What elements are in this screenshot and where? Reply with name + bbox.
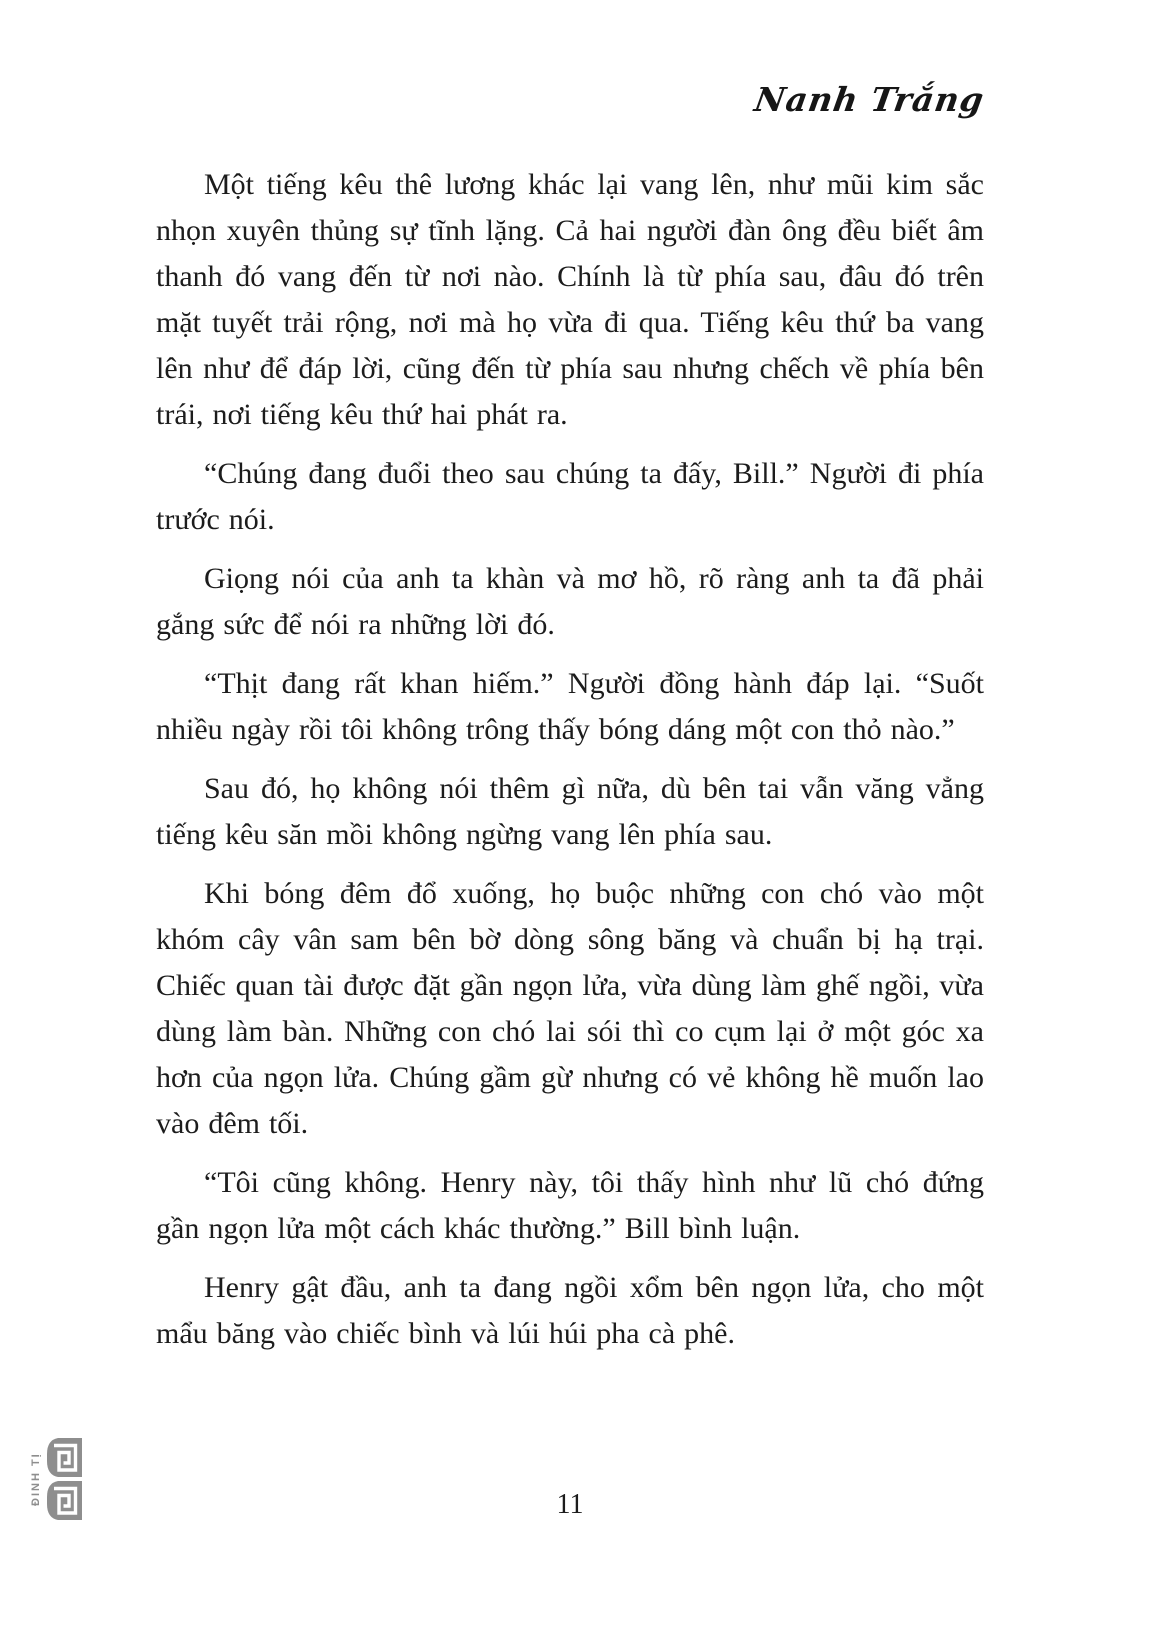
body-text — [156, 162, 984, 1370]
paragraph-2: “Chúng đang đuổi theo sau chúng ta đấy, Bill.” Người đi phía trước nói. — [156, 457, 984, 536]
running-head-title: Nanh Trắng — [751, 80, 988, 119]
paragraph-5: Sau đó, họ không nói thêm gì nữa, dù bên tai vẫn văng vẳng tiếng kêu săn mồi không ngừng vang lên phía sau. — [156, 772, 984, 851]
paragraph-3: Giọng nói của anh ta khàn và mơ hồ, rõ ràng anh ta đã phải gắng sức để nói ra những lời đó. — [156, 562, 984, 641]
page-number: 11 — [556, 1489, 584, 1520]
paragraph-4: “Thịt đang rất khan hiếm.” Người đồng hành đáp lại. “Suốt nhiều ngày rồi tôi không trông thấy bóng dáng một con thỏ nào.” — [156, 667, 984, 746]
paragraph-7: “Tôi cũng không. Henry này, tôi thấy hình như lũ chó đứng gần ngọn lửa một cách khác thường.” Bill bình luận. — [156, 1166, 984, 1245]
paragraph-1: Một tiếng kêu thê lương khác lại vang lên, như mũi kim sắc nhọn xuyên thủng sự tĩnh lặng. Cả hai người đàn ông đều biết âm thanh đó vang đến từ nơi nào. Chính là từ phía sau, đâu đó trên mặt tuyết trải rộng, nơi mà họ vừa đi qua. Tiếng kêu thứ ba vang lên như để đáp lời, cũng đến từ phía sau nhưng chếch về phía bên trái, nơi tiếng kêu thứ hai phát ra. — [156, 168, 984, 431]
publisher-logo-icon — [46, 1437, 86, 1521]
paragraph-6: Khi bóng đêm đổ xuống, họ buộc những con chó vào một khóm cây vân sam bên bờ dòng sông băng và chuẩn bị hạ trại. Chiếc quan tài được đặt gần ngọn lửa, vừa dùng làm ghế ngồi, vừa dùng làm bàn. Những con chó lai sói thì co cụm lại ở một góc xa hơn của ngọn lửa. Chúng gầm gừ nhưng có vẻ không hề muốn lao vào đêm tối. — [156, 877, 984, 1140]
publisher-logo-text: ĐINH TỊ — [30, 1452, 42, 1506]
publisher-logo — [30, 1436, 86, 1522]
paragraph-8: Henry gật đầu, anh ta đang ngồi xổm bên ngọn lửa, cho một mẩu băng vào chiếc bình và lúi húi pha cà phê. — [156, 1271, 984, 1350]
